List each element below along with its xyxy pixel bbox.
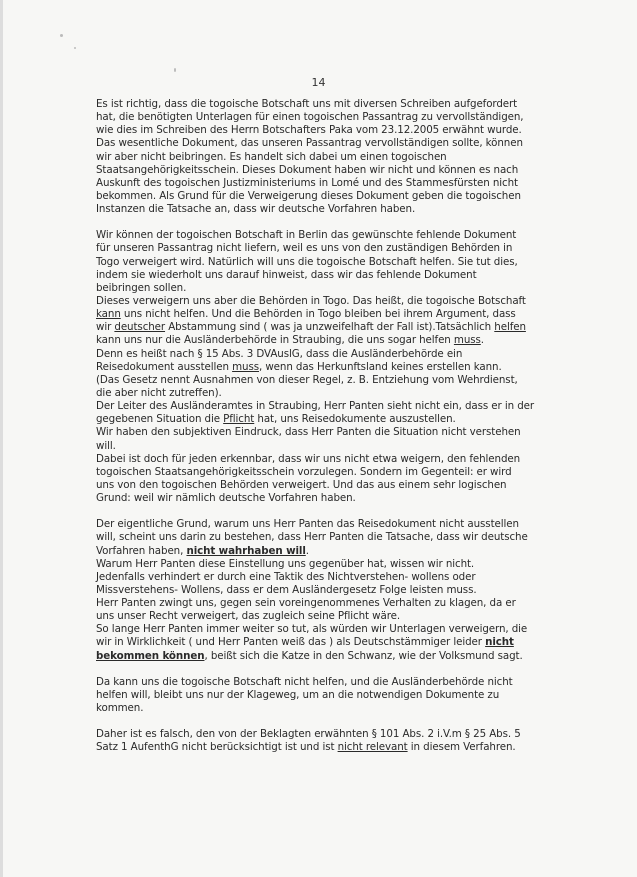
text-line — [96, 702, 576, 715]
text-line — [96, 308, 576, 321]
text-segment: beibringen sollen. — [96, 281, 187, 294]
text-line — [96, 571, 576, 584]
text-segment: Warum Herr Panten diese Einstellung uns gegenüber hat, wissen wir nicht. — [96, 557, 475, 570]
text-line — [96, 111, 576, 124]
text-line — [96, 203, 576, 216]
text-segment: wie dies im Schreiben des Herrn Botschafters Paka vom 23.12.2005 erwähnt wurde. — [96, 124, 522, 137]
text-line — [96, 426, 576, 439]
text-segment: uns unser Recht verweigert, das zugleich seine Pflicht wäre. — [96, 610, 401, 623]
text-segment: gegebenen Situation die — [96, 413, 224, 426]
text-line — [96, 689, 576, 702]
text-segment: Missverstehens- Wollens, dass er dem Ausländergesetz Folge leisten muss. — [96, 583, 477, 596]
text-line — [96, 400, 576, 413]
text-line — [96, 348, 576, 361]
text-segment: Denn es heißt nach § 15 Abs. 3 DVAuslG, dass die Ausländerbehörde ein — [96, 347, 463, 360]
text-segment: Satz 1 AufenthG nicht berücksichtigt ist und ist — [96, 741, 338, 754]
text-line — [96, 269, 576, 282]
text-segment: Dabei ist doch für jeden erkennbar, dass wir uns nicht etwa weigern, den fehlenden — [96, 452, 521, 465]
text-segment: Herr Panten zwingt uns, gegen sein voreingenommenes Verhalten zu klagen, da er — [96, 597, 516, 610]
text-segment: Jedenfalls verhindert er durch eine Taktik des Nichtverstehen- wollens oder — [96, 570, 476, 583]
text-segment: togoischen Staatsangehörigkeitsschein vorzulegen. Sondern im Gegenteil: er wird — [96, 465, 512, 478]
text-line — [96, 190, 576, 203]
text-line — [96, 676, 576, 689]
text-segment: uns nicht helfen. Und die Behörden in Togo bleiben bei ihrem Argument, dass — [120, 308, 516, 321]
text-line — [96, 531, 576, 544]
text-line — [96, 597, 576, 610]
emphasized-text: deutscher — [114, 321, 166, 334]
text-line — [96, 229, 576, 242]
text-segment: , wenn das Herkunftsland keines erstellen kann. — [258, 360, 502, 373]
text-segment: wir in Wirklichkeit ( und Herr Panten weiß das ) als Deutschstämmiger leider — [96, 636, 486, 649]
text-line — [96, 466, 576, 479]
text-line — [96, 374, 576, 387]
text-line — [96, 518, 576, 531]
body-text — [96, 98, 576, 754]
text-line — [96, 584, 576, 597]
text-segment: helfen will, bleibt uns nur der Klageweg, um an die notwendigen Dokumente zu — [96, 688, 500, 701]
text-segment: Reisedokument ausstellen — [96, 360, 233, 373]
text-segment: Vorfahren haben, — [96, 544, 187, 557]
text-segment: Das wesentliche Dokument, das unseren Passantrag vervollständigen sollte, können — [96, 137, 523, 150]
text-line — [96, 558, 576, 571]
text-segment: kann uns nur die Ausländerbehörde in Straubing, die uns sogar helfen — [96, 334, 454, 347]
text-segment: Der Leiter des Ausländeramtes in Straubing, Herr Panten sieht nicht ein, dass er in der — [96, 400, 534, 413]
text-line — [96, 440, 576, 453]
text-line — [96, 242, 576, 255]
scan-speck — [74, 47, 76, 49]
emphasized-text: muss — [232, 360, 259, 373]
text-segment: will, scheint uns darin zu bestehen, dass Herr Panten die Tatsache, dass wir deutsche — [96, 531, 528, 544]
text-segment: uns von den togoischen Behörden verweigert. Und das aus einem sehr logischen — [96, 478, 507, 491]
text-segment: Grund: weil wir nämlich deutsche Vorfahren haben. — [96, 492, 356, 505]
text-segment: . — [305, 544, 309, 557]
text-segment: indem sie wiederholt uns darauf hinweist, dass wir das fehlende Dokument — [96, 268, 477, 281]
scan-speck — [60, 34, 63, 37]
text-segment: Instanzen die Tatsache an, dass wir deutsche Vorfahren haben. — [96, 203, 416, 216]
text-line — [96, 610, 576, 623]
text-segment: Togo verweigert wird. Natürlich will uns die togoische Botschaft helfen. Sie tut dies, — [96, 255, 518, 268]
text-line — [96, 741, 576, 754]
text-segment: in diesem Verfahren. — [407, 741, 516, 754]
emphasized-text: nicht wahrhaben will — [186, 544, 306, 557]
text-segment: Es ist richtig, dass die togoische Botschaft uns mit diversen Schreiben aufgefordert — [96, 98, 518, 110]
text-segment: Der eigentliche Grund, warum uns Herr Panten das Reisedokument nicht ausstellen — [96, 518, 519, 531]
text-line — [96, 177, 576, 190]
emphasized-text: nicht — [485, 636, 514, 649]
text-segment: Wir haben den subjektiven Eindruck, dass Herr Panten die Situation nicht verstehen — [96, 426, 521, 439]
emphasized-text: nicht relevant — [337, 741, 408, 754]
text-line — [96, 124, 576, 137]
emphasized-text: Pflicht — [223, 413, 255, 426]
text-segment: . — [480, 334, 484, 347]
text-line — [96, 295, 576, 308]
text-line — [96, 492, 576, 505]
text-segment: bekommen. Als Grund für die Verweigerung dieses Dokument geben die togoischen — [96, 189, 521, 202]
text-line — [96, 282, 576, 295]
text-line — [96, 98, 576, 111]
text-segment: hat, uns Reisedokumente auszustellen. — [254, 413, 456, 426]
text-segment: die aber nicht zutreffen). — [96, 386, 222, 399]
emphasized-text: muss — [453, 334, 481, 347]
paragraph-gap — [96, 505, 576, 518]
text-line — [96, 387, 576, 400]
text-line — [96, 137, 576, 150]
paragraph-gap — [96, 663, 576, 676]
text-line — [96, 453, 576, 466]
text-segment: Da kann uns die togoische Botschaft nicht helfen, und die Ausländerbehörde nicht — [96, 675, 513, 688]
text-segment: will. — [96, 439, 116, 452]
text-segment: Abstammung sind ( was ja unzweifelhaft der Fall ist).Tatsächlich — [165, 321, 495, 334]
text-segment: wir — [96, 321, 115, 334]
scan-edge — [0, 0, 3, 877]
text-segment: hat, die benötigten Unterlagen für einen togoischen Passantrag zu vervollständigen, — [96, 111, 524, 124]
text-line — [96, 334, 576, 347]
page-number: 14 — [311, 76, 326, 89]
text-line — [96, 650, 576, 663]
text-line — [96, 321, 576, 334]
text-segment: (Das Gesetz nennt Ausnahmen von dieser Regel, z. B. Entziehung vom Wehrdienst, — [96, 373, 518, 386]
text-segment: wir aber nicht beibringen. Es handelt sich dabei um einen togoischen — [96, 150, 447, 163]
text-line — [96, 413, 576, 426]
text-line — [96, 728, 576, 741]
text-line — [96, 361, 576, 374]
text-segment: Dieses verweigern uns aber die Behörden in Togo. Das heißt, die togoische Botschaft — [96, 294, 526, 307]
text-line — [96, 545, 576, 558]
paragraph-gap — [96, 715, 576, 728]
text-line — [96, 479, 576, 492]
text-line — [96, 151, 576, 164]
emphasized-text: bekommen können — [96, 649, 205, 662]
paragraph-gap — [96, 216, 576, 229]
text-segment: kommen. — [96, 702, 144, 715]
scan-speck — [174, 68, 176, 72]
emphasized-text: kann — [96, 308, 121, 321]
text-segment: Auskunft des togoischen Justizministeriums in Lomé und des Stammesfürsten nicht — [96, 176, 518, 189]
text-segment: Staatsangehörigkeitsschein. Dieses Dokument haben wir nicht und können es nach — [96, 163, 519, 176]
text-line — [96, 256, 576, 269]
emphasized-text: helfen — [494, 321, 526, 334]
text-segment: Daher ist es falsch, den von der Beklagten erwähnten § 101 Abs. 2 i.V.m § 25 Abs. 5 — [96, 728, 521, 741]
text-segment: für unseren Passantrag nicht liefern, weil es uns von den zuständigen Behörden in — [96, 242, 513, 255]
text-line — [96, 636, 576, 649]
text-segment: Wir können der togoischen Botschaft in Berlin das gewünschte fehlende Dokument — [96, 229, 517, 242]
text-segment: , beißt sich die Katze in den Schwanz, wie der Volksmund sagt. — [204, 649, 523, 662]
text-line — [96, 164, 576, 177]
text-line — [96, 623, 576, 636]
text-segment: So lange Herr Panten immer weiter so tut, als würden wir Unterlagen verweigern, die — [96, 623, 528, 636]
